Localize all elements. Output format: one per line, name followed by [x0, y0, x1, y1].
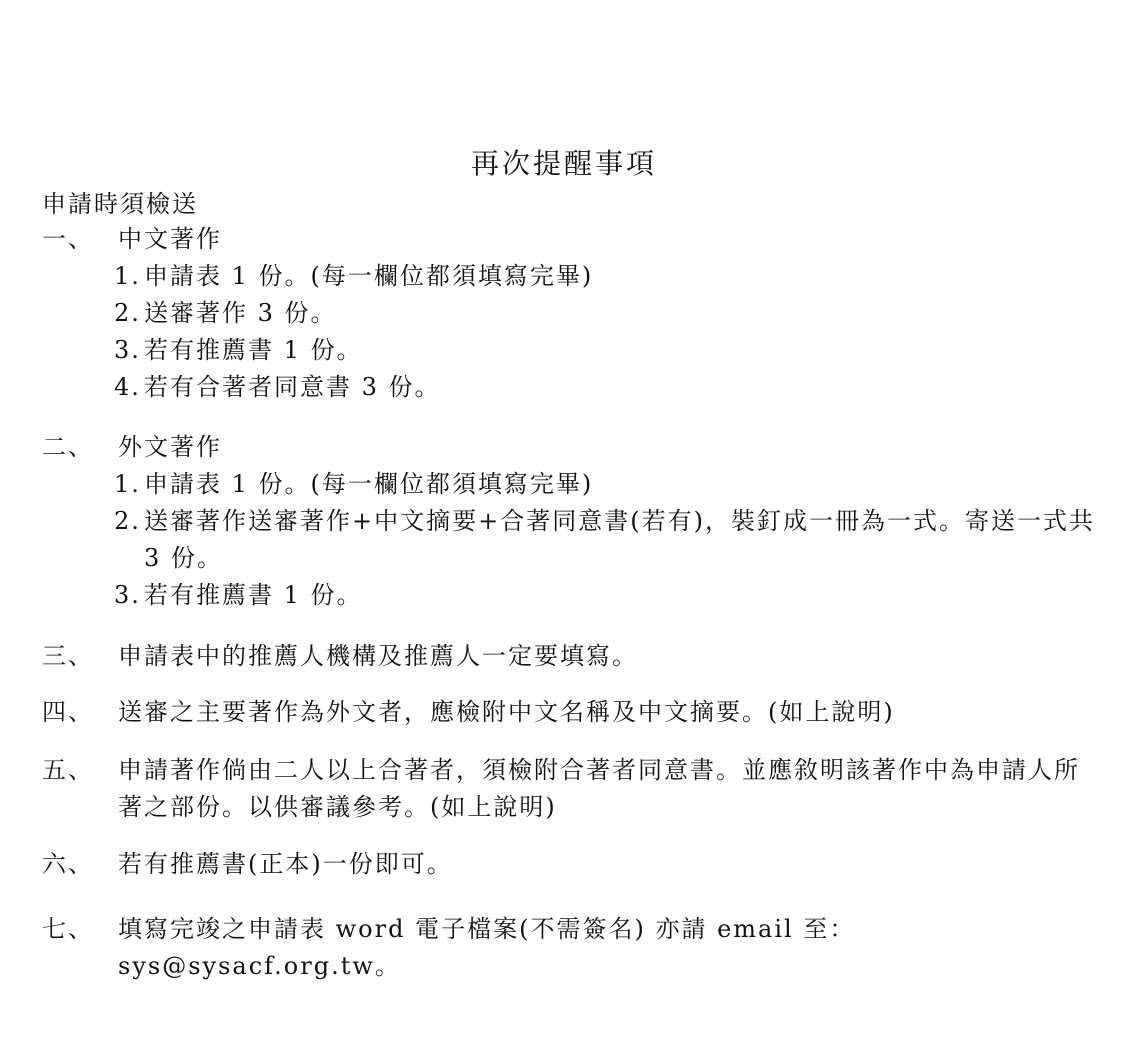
item-text: 若有推薦書 1 份。 — [144, 581, 363, 609]
list-item — [114, 258, 1102, 295]
item-number: 3. — [114, 581, 141, 609]
list-item — [114, 466, 1102, 503]
section-text: 若有推薦書(正本)一份即可。 — [118, 850, 453, 878]
item-number: 1. — [114, 262, 141, 290]
section-heading: 中文著作 — [118, 225, 222, 253]
section-5 — [42, 752, 1102, 826]
item-list — [114, 258, 1102, 406]
intro-line: 申請時須檢送 — [42, 190, 198, 218]
section-heading: 外文著作 — [118, 433, 222, 461]
section-number: 五、 — [42, 756, 94, 784]
section-number: 六、 — [42, 850, 94, 878]
section-7 — [42, 911, 1102, 985]
section-text: 填寫完竣之申請表 word 電子檔案(不需簽名) 亦請 email 至：sys@sysacf.org.tw。 — [118, 915, 856, 980]
item-text: 若有推薦書 1 份。 — [144, 336, 363, 364]
list-item — [114, 295, 1102, 332]
item-text: 送審著作 3 份。 — [144, 299, 337, 327]
section-number: 四、 — [42, 698, 94, 726]
section-3 — [42, 638, 1102, 675]
item-number: 2. — [114, 299, 141, 327]
section-number: 一、 — [42, 225, 94, 253]
item-text: 申請表 1 份。(每一欄位都須填寫完畢) — [144, 262, 594, 290]
item-text: 申請表 1 份。(每一欄位都須填寫完畢) — [144, 470, 594, 498]
list-item — [114, 503, 1102, 577]
page-title: 再次提醒事項 — [470, 147, 657, 180]
section-number: 七、 — [42, 915, 94, 943]
section-2 — [42, 429, 1102, 614]
item-number: 2. — [114, 507, 141, 535]
item-text: 若有合著者同意書 3 份。 — [144, 373, 441, 401]
item-text: 送審著作送審著作+中文摘要+合著同意書(若有)，裝釘成一冊為一式。寄送一式共 3 份。 — [144, 507, 1095, 572]
item-list — [114, 466, 1102, 614]
section-number: 二、 — [42, 433, 94, 461]
section-text: 送審之主要著作為外文者，應檢附中文名稱及中文摘要。(如上說明) — [118, 698, 895, 726]
list-item — [114, 577, 1102, 614]
section-1 — [42, 221, 1102, 406]
list-item — [114, 369, 1102, 406]
section-4 — [42, 694, 1102, 731]
section-text: 申請表中的推薦人機構及推薦人一定要填寫。 — [118, 642, 638, 670]
section-number: 三、 — [42, 642, 94, 670]
section-text: 申請著作倘由二人以上合著者，須檢附合著者同意書。並應敘明該著作中為申請人所著之部份。以供審議參考。(如上說明) — [118, 756, 1080, 821]
section-6 — [42, 846, 1102, 883]
item-number: 4. — [114, 373, 141, 401]
item-number: 1. — [114, 470, 141, 498]
list-item — [114, 332, 1102, 369]
item-number: 3. — [114, 336, 141, 364]
